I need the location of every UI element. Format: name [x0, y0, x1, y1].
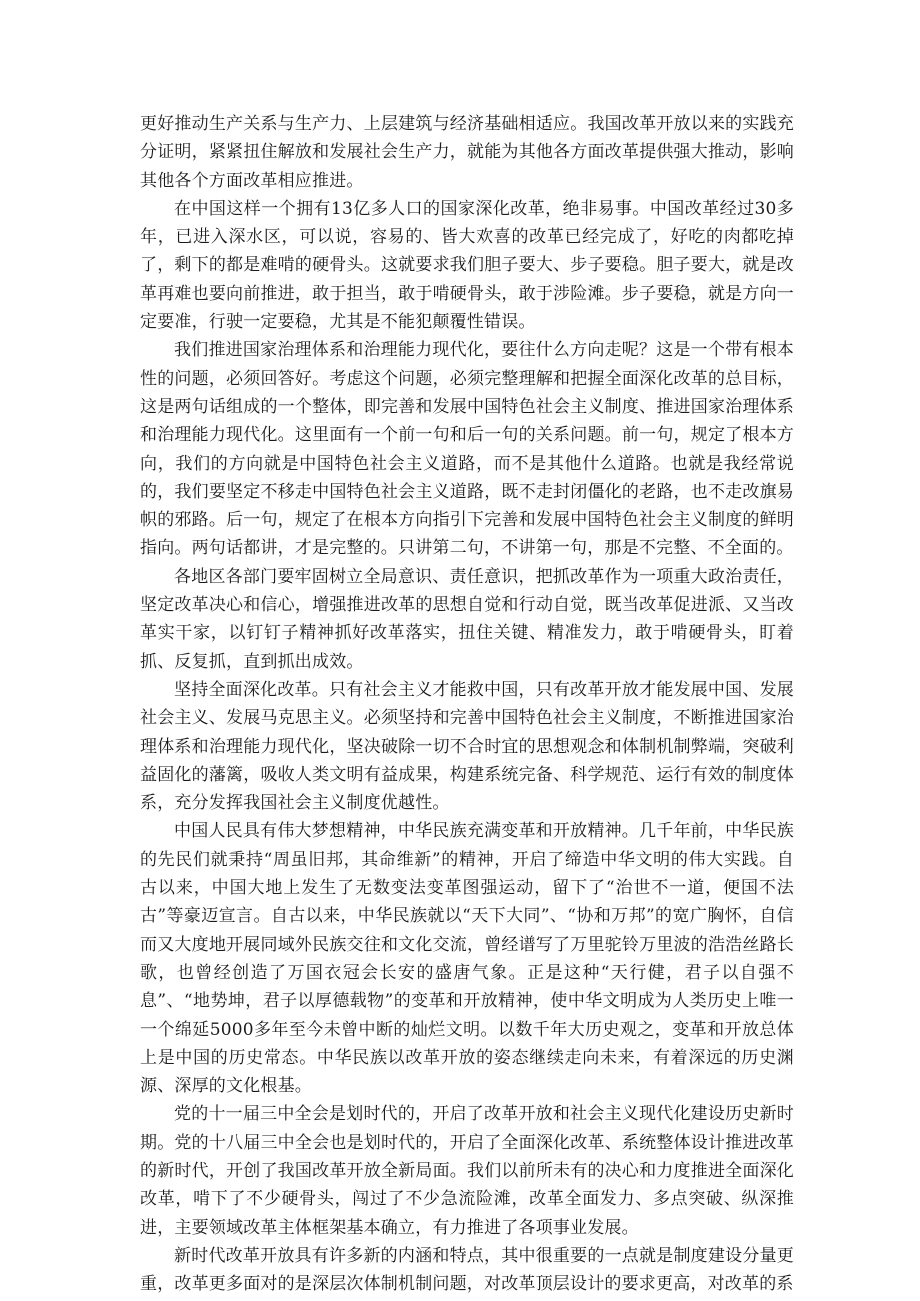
- paragraph-4: 各地区各部门要牢固树立全局意识、责任意识，把抓改革作为一项重大政治责任，坚定改革决心和信心，增强推进改革的思想自觉和行动自觉，既当改革促进派、又当改革实干家，以钉钉子精神抓好改革落实，扭住关键、精准发力，敢于啃硬骨头，盯着抓、反复抓，直到抓出成效。: [140, 566, 794, 672]
- paragraph-8: 新时代改革开放具有许多新的内涵和特点，其中很重要的一点就是制度建设分量更重，改革更多面对的是深层次体制机制问题，对改革顶层设计的要求更高，对改革的系: [140, 1245, 794, 1295]
- document-body: [140, 110, 794, 1298]
- paragraph-3: 我们推进国家治理体系和治理能力现代化，要往什么方向走呢？这是一个带有根本性的问题，必须回答好。考虑这个问题，必须完整理解和把握全面深化改革的总目标，这是两句话组成的一个整体，即完善和发展中国特色社会主义制度、推进国家治理体系和治理能力现代化。这里面有一个前一句和后一句的关系问题。前一句，规定了根本方向，我们的方向就是中国特色社会主义道路，而不是其他什么道路。也就是我经常说的，我们要坚定不移走中国特色社会主义道路，既不走封闭僵化的老路，也不走改旗易帜的邪路。后一句，规定了在根本方向指引下完善和发展中国特色社会主义制度的鲜明指向。两句话都讲，才是完整的。只讲第二句，不讲第一句，那是不完整、不全面的。: [140, 340, 794, 559]
- paragraph-1: 更好推动生产关系与生产力、上层建筑与经济基础相适应。我国改革开放以来的实践充分证明，紧紧扭住解放和发展社会生产力，就能为其他各方面改革提供强大推动，影响其他各个方面改革相应推进。: [140, 114, 794, 191]
- paragraph-2: 在中国这样一个拥有13亿多人口的国家深化改革，绝非易事。中国改革经过30多年，已进入深水区，可以说，容易的、皆大欢喜的改革已经完成了，好吃的肉都吃掉了，剩下的都是难啃的硬骨头。这就要求我们胆子要大、步子要稳。胆子要大，就是改革再难也要向前推进，敢于担当，敢于啃硬骨头，敢于涉险滩。步子要稳，就是方向一定要准，行驶一定要稳，尤其是不能犯颠覆性错误。: [140, 198, 794, 333]
- paragraph-6: 中国人民具有伟大梦想精神，中华民族充满变革和开放精神。几千年前，中华民族的先民们就秉持“周虽旧邦，其命维新”的精神，开启了缔造中华文明的伟大实践。自古以来，中国大地上发生了无数变法变革图强运动，留下了“治世不一道，便国不法古”等豪迈宣言。自古以来，中华民族就以“天下大同”、“协和万邦”的宽广胸怀，自信而又大度地开展同域外民族交往和文化交流，曾经谱写了万里驼铃万里波的浩浩丝路长歌，也曾经创造了万国衣冠会长安的盛唐气象。正是这种“天行健，君子以自强不息”、“地势坤，君子以厚德载物”的变革和开放精神，使中华文明成为人类历史上唯一一个绵延5000多年至今未曾中断的灿烂文明。以数千年大历史观之，变革和开放总体上是中国的历史常态。中华民族以改革开放的姿态继续走向未来，有着深远的历史渊源、深厚的文化根基。: [140, 821, 794, 1097]
- paragraph-7: 党的十一届三中全会是划时代的，开启了改革开放和社会主义现代化建设历史新时期。党的十八届三中全会也是划时代的，开启了全面深化改革、系统整体设计推进改革的新时代，开创了我国改革开放全新局面。我们以前所未有的决心和力度推进全面深化改革，啃下了不少硬骨头，闯过了不少急流险滩，改革全面发力、多点突破、纵深推进，主要领域改革主体框架基本确立，有力推进了各项事业发展。: [140, 1104, 794, 1238]
- paragraph-5: 坚持全面深化改革。只有社会主义才能救中国，只有改革开放才能发展中国、发展社会主义、发展马克思主义。必须坚持和完善中国特色社会主义制度，不断推进国家治理体系和治理能力现代化，坚决破除一切不合时宜的思想观念和体制机制弊端，突破利益固化的藩篱，吸收人类文明有益成果，构建系统完备、科学规范、运行有效的制度体系，充分发挥我国社会主义制度优越性。: [140, 679, 794, 814]
